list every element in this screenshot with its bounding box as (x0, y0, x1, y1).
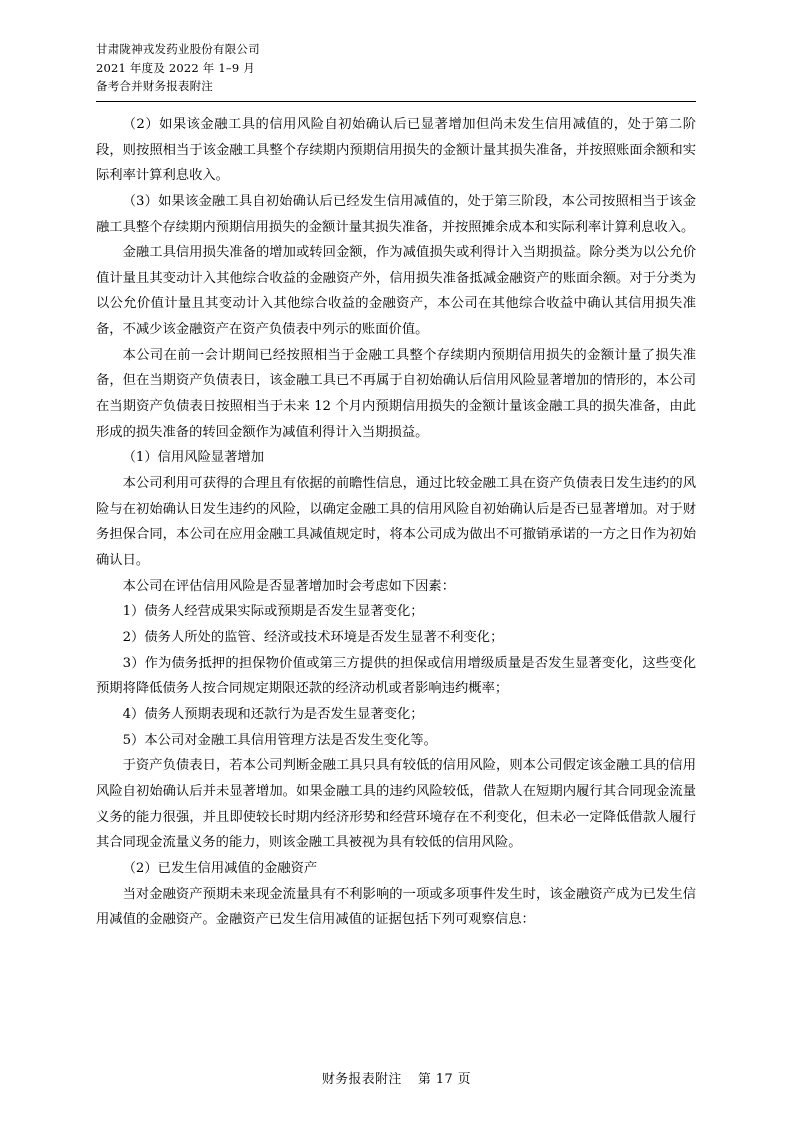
header-divider (96, 101, 696, 102)
paragraph-heading: （2）已发生信用减值的金融资产 (122, 860, 318, 876)
page-header (96, 40, 696, 96)
footer-page-number: 第 17 页 (418, 1072, 472, 1087)
paragraph: 于资产负债表日，若本公司判断金融工具只具有较低的信用风险，则本公司假定该金融工具的信用风险自初始确认后并未显著增加。如果金融工具的违约风险较低，借款人在短期内履行其合同现金流量义务的能力很强，并且即使较长时期内经济形势和经营环境存在不利变化，但未必一定降低借款人履行其合同现金流量义务的能力，则该金融工具被视为具有较低的信用风险。 (96, 758, 696, 851)
paragraph: 金融工具信用损失准备的增加或转回金额，作为减值损失或利得计入当期损益。除分类为以公允价值计量且其变动计入其他综合收益的金融资产外，信用损失准备抵减金融资产的账面余额。对于分类为以公允价值计量且其变动计入其他综合收益的金融资产，本公司在其他综合收益中确认其信用损失准备，不减少该金融资产在资产负债表中列示的账面价值。 (96, 245, 696, 338)
footer-label: 财务报表附注 (321, 1072, 402, 1087)
paragraph: 本公司在评估信用风险是否显著增加时会考虑如下因素： (122, 578, 456, 594)
list-item: 5）本公司对金融工具信用管理方法是否发生变化等。 (122, 732, 437, 748)
paragraph: 本公司在前一会计期间已经按照相当于金融工具整个存续期内预期信用损失的金额计量了损失准备，但在当期资产负债表日，该金融工具已不再属于自初始确认后信用风险显著增加的情形的，本公司在当期资产负债表日按照相当于未来 12 个月内预期信用损失的金额计量该金融工具的损失准备，由此形成的损失准备的转回金额作为减值利得计入当期损益。 (96, 347, 696, 440)
paragraph-heading: （1）信用风险显著增加 (122, 450, 265, 466)
header-company-name: 甘肃陇神戎发药业股份有限公司 (96, 42, 260, 56)
list-item: 2）债务人所处的监管、经济或技术环境是否发生显著不利变化； (122, 630, 504, 645)
paragraph: 本公司利用可获得的合理且有依据的前瞻性信息，通过比较金融工具在资产负债表日发生违约的风险与在初始确认日发生违约的风险，以确定金融工具的信用风险自初始确认后是否已显著增加。对于财务担保合同，本公司在应用金融工具减值规定时，将本公司成为做出不可撤销承诺的一方之日作为初始确认日。 (96, 476, 696, 569)
list-item: 1）债务人经营成果实际或预期是否发生显著变化； (122, 604, 424, 620)
page-content (96, 40, 696, 933)
list-item: 4）债务人预期表现和还款行为是否发生显著变化； (122, 706, 424, 722)
paragraph: 当对金融资产预期未来现金流量具有不利影响的一项或多项事件发生时，该金融资产成为已发生信用减值的金融资产。金融资产已发生信用减值的证据包括下列可观察信息： (96, 886, 696, 928)
paragraph: （3）如果该金融工具自初始确认后已经发生信用减值的，处于第三阶段，本公司按照相当于该金融工具整个存续期内预期信用损失的金额计量其损失准备，并按照摊余成本和实际利率计算利息收入。 (96, 193, 696, 235)
document-body (96, 112, 696, 933)
paragraph: （2）如果该金融工具的信用风险自初始确认后已显著增加但尚未发生信用减值的，处于第二阶段，则按照相当于该金融工具整个存续期内预期信用损失的金额计量其损失准备，并按照账面余额和实际利率计算利息收入。 (96, 116, 696, 184)
header-document-type: 备考合并财务报表附注 (96, 79, 213, 94)
header-period: 2021 年度及 2022 年 1–9 月 (96, 60, 255, 75)
list-item: 3）作为债务抵押的担保物价值或第三方提供的担保或信用增级质量是否发生显著变化，这些变化预期将降低债务人按合同规定期限还款的经济动机或者影响违约概率； (96, 655, 696, 697)
page-footer (0, 1068, 793, 1087)
